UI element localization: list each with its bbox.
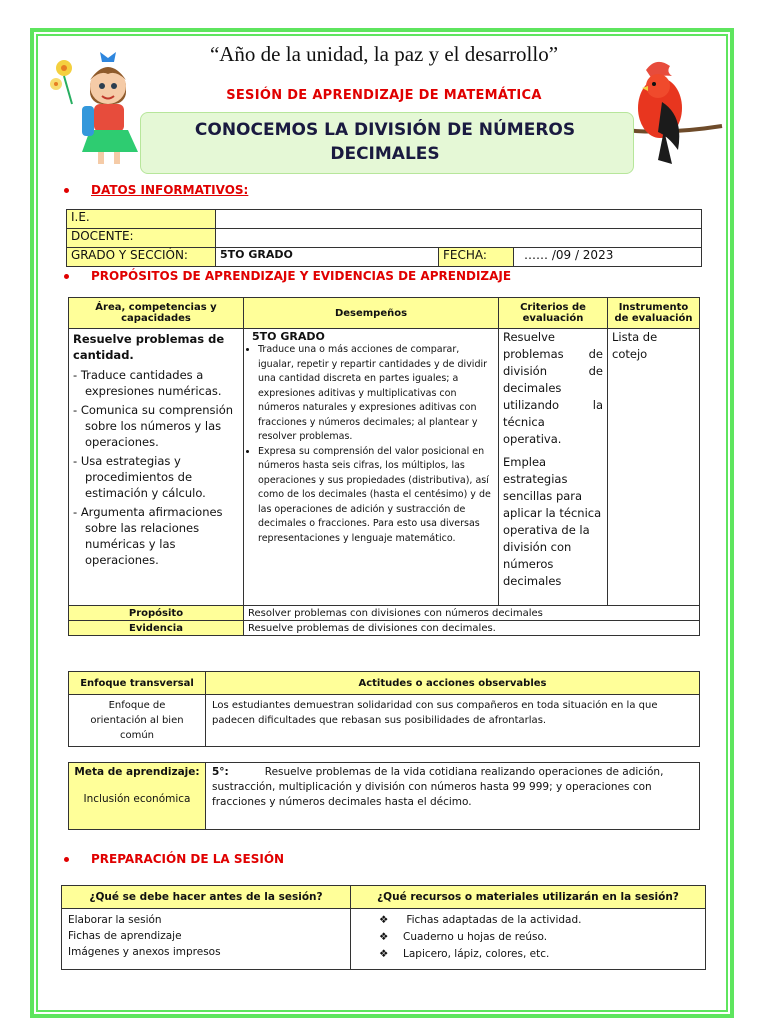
proposito-label: Propósito — [69, 606, 244, 621]
docente-value — [216, 229, 702, 248]
capacidad-item: - Traduce cantidades a expresiones numéricas. — [73, 368, 222, 398]
title-line-2: DECIMALES — [330, 144, 440, 164]
preparacion-table — [61, 885, 706, 970]
datos-heading — [64, 183, 248, 197]
antes-cell — [62, 909, 351, 970]
header-area: Área, competencias y capacidades — [69, 298, 244, 329]
docente-label: DOCENTE: — [67, 229, 216, 248]
meta-table — [68, 762, 700, 830]
evidencia-label: Evidencia — [69, 621, 244, 636]
enfoque-text: Los estudiantes demuestran solidaridad con sus compañeros en toda situación en la que padecen dificultades que rebasan sus posibilidades de afrontarlas. — [206, 695, 700, 747]
datos-heading-text: DATOS INFORMATIVOS: — [91, 183, 249, 197]
meta-text-cell — [206, 763, 700, 830]
antes-item: Elaborar la sesión — [68, 914, 162, 926]
bullet-icon — [64, 857, 69, 862]
propositos-table — [68, 297, 700, 636]
fecha-value: …… /09 / 2023 — [514, 248, 702, 267]
antes-item: Fichas de aprendizaje — [68, 930, 182, 942]
enfoque-table — [68, 671, 700, 747]
bullet-icon — [64, 274, 69, 279]
header-criterios: Criterios de evaluación — [499, 298, 608, 329]
capacidad-item: - Comunica su comprensión sobre los números y las operaciones. — [73, 403, 234, 449]
datos-table — [66, 209, 702, 267]
proposito-value: Resolver problemas con divisiones con números decimales — [244, 606, 700, 621]
recursos-cell — [351, 909, 706, 970]
criterios-cell — [499, 329, 608, 606]
criterio-2: Emplea estrategias sencillas para aplicar la técnica operativa de la división con números decimales — [503, 455, 602, 588]
desempeno-item: • Expresa su comprensión del valor posicional en números hasta seis cifras, los múltiplos, las operaciones y sus propiedades (distributiva), así como de los decimales (hasta el centésimo) y de las operaciones de adición y sustracción de decimales o fracciones. Para esto usa diversas representaciones y lenguaje matemático. — [258, 445, 494, 547]
recurso-item: ❖ Fichas adaptadas de la actividad. — [379, 912, 699, 929]
instrumento-cell: Lista de cotejo — [608, 329, 700, 606]
enfoque-name: Enfoque de orientación al bien común — [69, 695, 206, 747]
preparacion-heading — [64, 852, 284, 866]
session-title: SESIÓN DE APRENDIZAJE DE MATEMÁTICA — [226, 88, 542, 103]
competencia: Resuelve problemas de cantidad. — [73, 332, 225, 362]
ie-label: I.E. — [67, 210, 216, 229]
meta-cell — [69, 763, 206, 830]
motto: “Año de la unidad, la paz y el desarrollo” — [209, 42, 559, 66]
desempenos-cell — [244, 329, 499, 606]
header-instrumento: Instrumento de evaluación — [608, 298, 700, 329]
desempeno-item: • Traduce una o más acciones de comparar, igualar, repetir y repartir cantidades y de dividir una cantidad discreta en partes iguales; a expresiones aditivas y multiplicativas con números naturales y expresiones aditivas con fracciones y números decimales; al plantear y resolver problemas. — [258, 343, 494, 445]
criterio-1: Resuelve problemas de división de decimales utilizando la técnica operativa. — [503, 330, 603, 446]
capacidades-list — [69, 367, 243, 568]
capacidad-item: - Usa estrategias y procedimientos de estimación y cálculo. — [73, 454, 206, 500]
meta-grado: 5°: — [212, 766, 229, 778]
bullet-icon — [64, 188, 69, 193]
diamond-bullet-icon: ❖ — [379, 948, 389, 960]
competencias-cell — [69, 329, 244, 606]
antes-header: ¿Qué se debe hacer antes de la sesión? — [62, 886, 351, 909]
propositos-heading-text: PROPÓSITOS DE APRENDIZAJE Y EVIDENCIAS DE APRENDIZAJE — [91, 269, 512, 283]
capacidad-item: - Argumenta afirmaciones sobre las relaciones numéricas y las operaciones. — [73, 505, 223, 567]
recursos-header: ¿Qué recursos o materiales utilizarán en la sesión? — [351, 886, 706, 909]
meta-sub: Inclusión económica — [83, 793, 191, 805]
preparacion-heading-text: PREPARACIÓN DE LA SESIÓN — [91, 852, 285, 866]
ie-value — [216, 210, 702, 229]
recurso-item: ❖ Cuaderno u hojas de reúso. — [379, 929, 699, 946]
grado-value: 5TO GRADO — [216, 248, 439, 267]
meta-label: Meta de aprendizaje: — [74, 766, 200, 778]
enfoque-header: Enfoque transversal — [69, 672, 206, 695]
actitudes-header: Actitudes o acciones observables — [206, 672, 700, 695]
meta-text: Resuelve problemas de la vida cotidiana realizando operaciones de adición, sustracción, multiplicación y división con números hasta 99 999; y operaciones con fracciones y números decimales hasta el décimo. — [212, 766, 664, 808]
desempenos-list — [248, 343, 494, 546]
diamond-bullet-icon: ❖ — [379, 931, 389, 943]
diamond-bullet-icon: ❖ — [379, 914, 389, 926]
header-desempenos: Desempeños — [244, 298, 499, 329]
recurso-item: ❖ Lapicero, lápiz, colores, etc. — [379, 946, 699, 963]
title-line-1: CONOCEMOS LA DIVISIÓN DE NÚMEROS — [194, 120, 576, 140]
desempenos-grado: 5TO GRADO — [252, 330, 325, 343]
evidencia-value: Resuelve problemas de divisiones con decimales. — [244, 621, 700, 636]
grado-label: GRADO Y SECCIÓN: — [67, 248, 216, 267]
antes-item: Imágenes y anexos impresos — [68, 946, 221, 958]
propositos-heading — [64, 269, 511, 283]
fecha-label: FECHA: — [439, 248, 514, 267]
page-title — [150, 118, 620, 166]
